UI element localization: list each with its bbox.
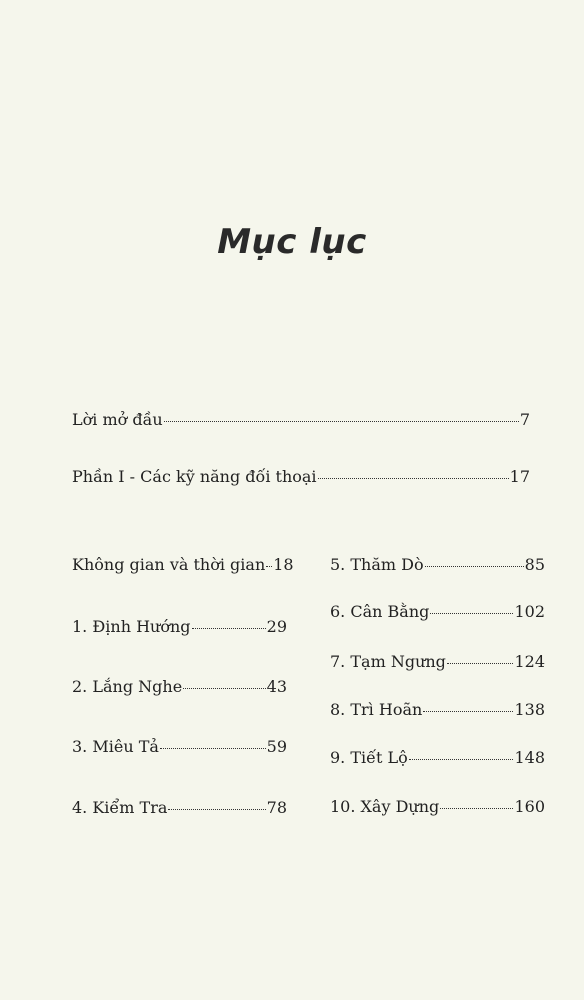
toc-entry[interactable] — [72, 798, 287, 817]
toc-entry-page: 78 — [266, 798, 287, 817]
toc-entry-label: 2. Lắng Nghe — [72, 677, 183, 696]
dot-leader — [160, 748, 266, 749]
dot-leader — [409, 759, 514, 760]
dot-leader — [266, 566, 272, 567]
toc-entry-page: 102 — [514, 602, 545, 621]
toc-entry-label: 3. Miêu Tả — [72, 737, 159, 756]
toc-entry-label: 8. Trì Hoãn — [330, 700, 423, 719]
toc-title: Mục lục — [217, 222, 367, 262]
toc-entry-label: Phần I - Các kỹ năng đối thoại — [72, 467, 317, 486]
toc-entry-label: 10. Xây Dựng — [330, 797, 440, 816]
toc-entry[interactable] — [330, 652, 545, 671]
toc-entry-page: 124 — [514, 652, 545, 671]
toc-entry[interactable] — [330, 797, 545, 816]
toc-entry-page: 85 — [524, 555, 545, 574]
dot-leader — [192, 628, 266, 629]
toc-entry[interactable] — [330, 602, 545, 621]
toc-entry-label: 4. Kiểm Tra — [72, 798, 168, 817]
toc-entry-label: 7. Tạm Ngưng — [330, 652, 446, 671]
dot-leader — [447, 663, 514, 664]
dot-leader — [164, 421, 519, 422]
toc-entry-page: 138 — [514, 700, 545, 719]
toc-entry-label: Lời mở đầu — [72, 410, 163, 429]
toc-entry-label: 6. Cân Bằng — [330, 602, 430, 621]
toc-entry-label: 9. Tiết Lộ — [330, 748, 408, 767]
toc-entry-page: 43 — [266, 677, 287, 696]
toc-entry-page: 17 — [509, 467, 530, 486]
dot-leader — [183, 688, 265, 689]
dot-leader — [318, 478, 509, 479]
toc-entry-label: 5. Thăm Dò — [330, 555, 424, 574]
toc-entry[interactable] — [330, 700, 545, 719]
toc-entry-page: 18 — [273, 555, 294, 574]
toc-entry-label: 1. Định Hướng — [72, 617, 191, 636]
toc-entry[interactable] — [330, 555, 545, 574]
toc-entry[interactable] — [72, 677, 287, 696]
dot-leader — [440, 808, 513, 809]
dot-leader — [423, 711, 513, 712]
toc-entry-page: 160 — [514, 797, 545, 816]
toc-entry[interactable] — [72, 555, 294, 574]
toc-entry-part1[interactable] — [72, 467, 530, 486]
dot-leader — [168, 809, 265, 810]
toc-entry[interactable] — [330, 748, 545, 767]
toc-entry-page: 148 — [514, 748, 545, 767]
toc-entry-intro[interactable] — [72, 410, 530, 429]
toc-entry-label: Không gian và thời gian — [72, 555, 266, 574]
toc-entry[interactable] — [72, 737, 287, 756]
toc-entry-page: 29 — [266, 617, 287, 636]
dot-leader — [425, 566, 524, 567]
toc-entry[interactable] — [72, 617, 287, 636]
dot-leader — [430, 613, 513, 614]
toc-entry-page: 7 — [519, 410, 530, 429]
toc-entry-page: 59 — [266, 737, 287, 756]
